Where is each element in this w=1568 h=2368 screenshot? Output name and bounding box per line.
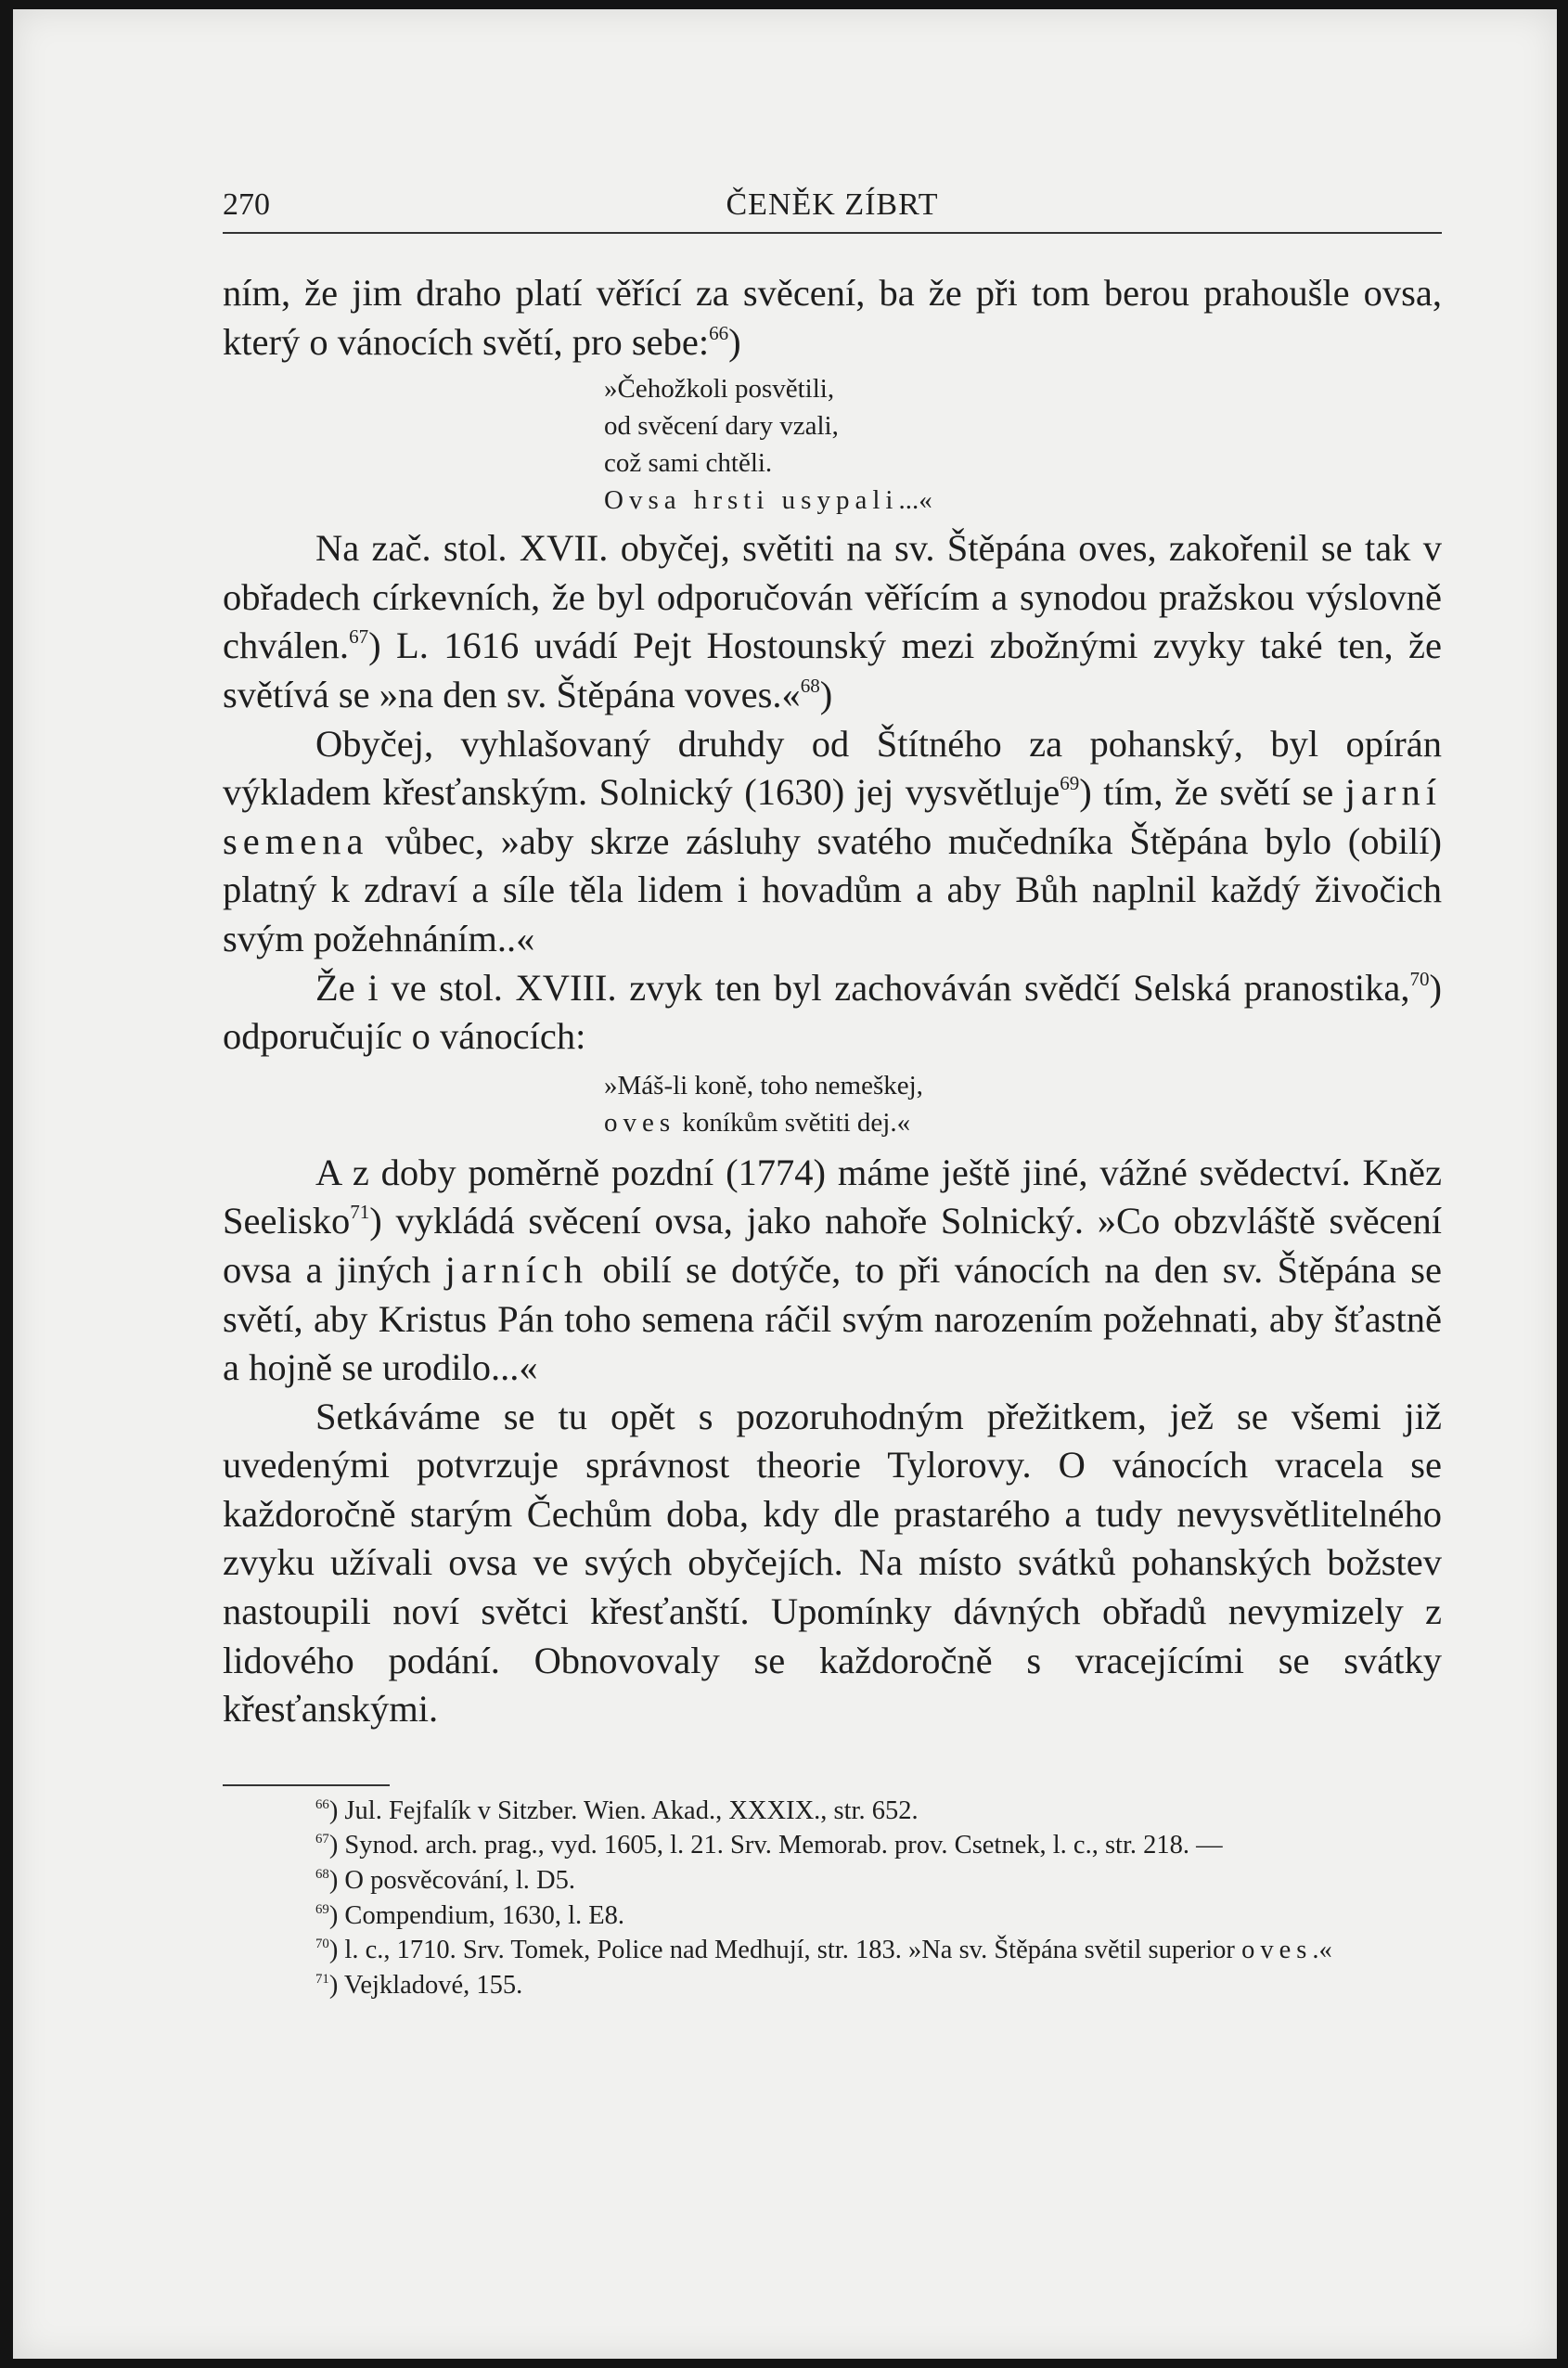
paragraph: Že i ve stol. XVIII. zvyk ten byl zachováván svědčí Selská pranostika,$^{70}$) odporučujíc o vánocích: <box>223 966 1442 1058</box>
paragraph: Obyčej, vyhlašovaný druhdy od Štítného za pohanský, byl opírán výkladem křesťanským. Solnický (1630) jej vysvětluje$^{69}$) tím, že světí se jarní semena vůbec, »aby skrze zásluhy svatého mučedníka Štěpána bylo (obilí) platný k zdraví a síle těla lidem i hovadům a aby Bůh naplnil každý živočich svým požehnáním..« <box>223 722 1442 959</box>
footnotes <box>223 1794 1442 2003</box>
footnote: $^{70}$) l. c., 1710. Srv. Tomek, Police nad Medhují, str. 183. »Na sv. Štěpána světil superior oves.« <box>315 1936 1332 1965</box>
footnote-divider <box>223 1784 390 1786</box>
verse-block <box>604 370 1442 519</box>
paragraph: Setkáváme se tu opět s pozoruhodným přežitkem, jež se všemi již uvedenými potvrzuje správnost theorie Tylorovy. O vánocích vracela se každoročně starým Čechům doba, kdy dle prastarého a tudy nevysvětlitelného zvyku užívali ovsa ve svých obyčejích. Na místo svátků pohanských božstev nastoupili noví světci křesťanští. Upomínky dávných obřadů nevymizely z lidového podání. Obnovovaly se každoročně s vracejícími se svátky křesťanskými. <box>223 1395 1442 1731</box>
verse-line: »Čehožkoli posvětili, <box>604 374 835 405</box>
footnote-ref: 69 <box>1060 772 1080 795</box>
footnote: $^{69}$) Compendium, 1630, l. E8. <box>315 1900 625 1930</box>
footnote-ref: 68 <box>800 675 820 698</box>
footnote: $^{68}$) O posvěcování, l. D5. <box>315 1866 575 1896</box>
footnote: $^{71}$) Vejkladové, 155. <box>315 1970 523 2000</box>
verse-line: oves koníkům světiti dej.« <box>604 1107 911 1138</box>
paragraph: ním, že jim draho platí věřící za svěcení, ba že při tom berou prahoušle ovsa, který o vánocích světí, pro sebe:$^{66}$) <box>223 272 1442 363</box>
page-content <box>223 174 1442 2002</box>
verse-line: Ovsa hrsti usypali...« <box>604 485 932 516</box>
footnote-ref: 71 <box>350 1201 370 1224</box>
verse-line: »Máš-li koně, toho nemeškej, <box>604 1070 923 1100</box>
footnote: $^{66}$) Jul. Fejfalík v Sitzber. Wien. Akad., XXXIX., str. 652. <box>315 1795 919 1825</box>
running-title: ČENĚK ZÍBRT <box>726 187 939 222</box>
verse-line: což sami chtěli. <box>604 448 773 479</box>
paragraph: Na zač. stol. XVII. obyčej, světiti na sv. Štěpána oves, zakořenil se tak v obřadech církevních, že byl odporučován věřícím a synodou pražskou výslovně chválen.$^{67}$) L. 1616 uvádí Pejt Hostounský mezi zbožnými zvyky také ten, že světívá se »na den sv. Štěpána voves.«$^{68}$) <box>223 527 1442 715</box>
book-page <box>13 9 1557 2359</box>
verse-block <box>604 1067 1442 1141</box>
footnote-ref: 67 <box>349 625 369 649</box>
footnote-ref: 70 <box>1409 967 1430 990</box>
verse-line: od svěcení dary vzali, <box>604 411 839 442</box>
footnote: $^{67}$) Synod. arch. prag., vyd. 1605, l. 21. Srv. Memorab. prov. Csetnek, l. c., str. 218. — <box>315 1831 1223 1860</box>
running-header <box>223 174 1442 234</box>
footnote-ref: 66 <box>709 321 729 344</box>
main-text <box>223 269 1442 1734</box>
page-number: 270 <box>223 187 270 222</box>
paragraph: A z doby poměrně pozdní (1774) máme ještě jiné, vážné svědectví. Kněz Seelisko$^{71}$) vykládá svěcení ovsa, jako nahoře Solnický. »Co obzvláště svěcení ovsa a jiných jarních obilí se dotýče, to při vánocích na den sv. Štěpána se světí, aby Kristus Pán toho semena ráčil svým narozením požehnati, aby šťastně a hojně se urodilo...« <box>223 1151 1442 1389</box>
